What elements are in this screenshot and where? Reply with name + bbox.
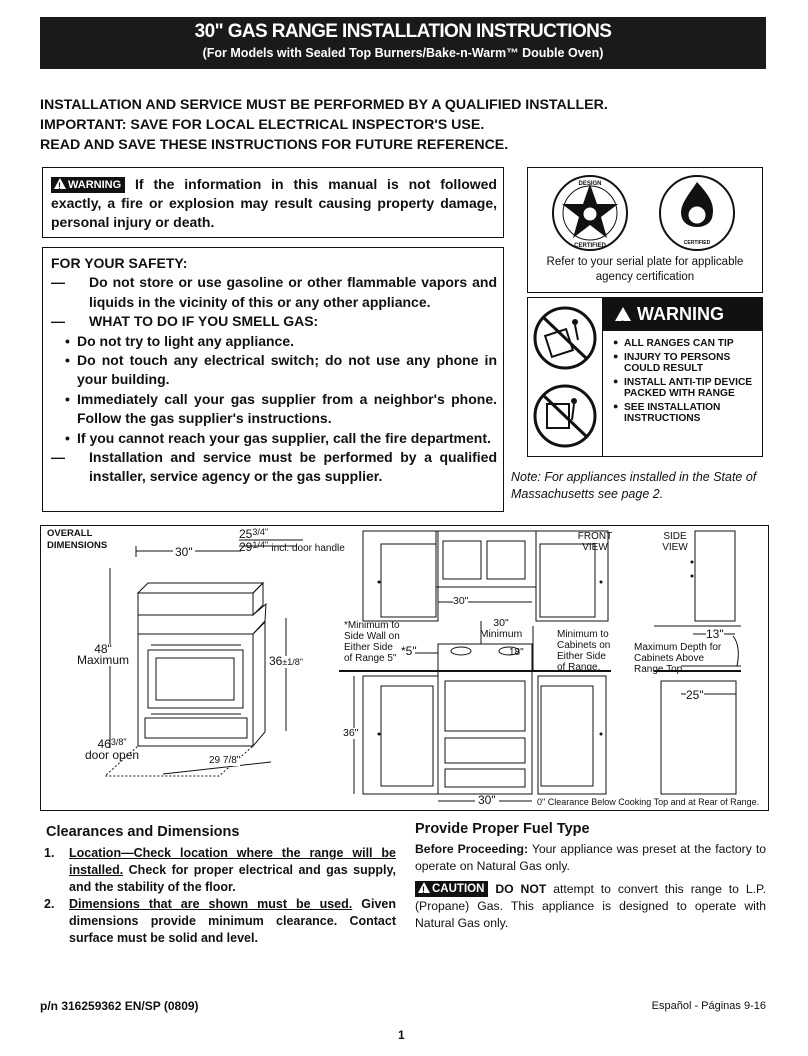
page-number: 1 bbox=[398, 1028, 405, 1042]
fire-warning-text: If the information in this manual is not followed exactly, a fire or explosion may result causing property damage, personal injury or death. bbox=[51, 176, 497, 230]
intro-line-2: IMPORTANT: SAVE FOR LOCAL ELECTRICAL INSPECTOR'S USE. bbox=[40, 117, 485, 133]
front-view-label: FRONT VIEW bbox=[577, 531, 613, 553]
fuel-heading: Provide Proper Fuel Type bbox=[415, 821, 590, 837]
warning-badge: !WARNING bbox=[51, 177, 125, 193]
caution-triangle-icon bbox=[418, 882, 430, 893]
fire-warning-box bbox=[42, 167, 504, 238]
safety-box bbox=[42, 247, 504, 512]
door-open-dimension: $46^{3/8"}$ door open bbox=[85, 737, 140, 762]
part-number: p/n 316259362 EN/SP (0809) bbox=[40, 999, 199, 1013]
cabinet-depth-dimension: 13" bbox=[706, 627, 724, 641]
design-certified-seal-icon bbox=[553, 176, 627, 250]
max-depth-note: Maximum Depth for Cabinets Above Range Top. bbox=[634, 642, 722, 675]
vertical-clearance-dimension: 18" bbox=[509, 647, 524, 658]
cabinet-width-dimension: 30" bbox=[453, 595, 469, 607]
certification-caption: Refer to your serial plate for applicable agency certification bbox=[546, 256, 744, 283]
clearances-heading: Clearances and Dimensions bbox=[46, 824, 240, 840]
document-title: 30" GAS RANGE INSTALLATION INSTRUCTIONS bbox=[194, 21, 612, 42]
certification-box bbox=[527, 167, 763, 293]
anti-tip-warning-box bbox=[527, 297, 763, 457]
safety-item: — WHAT TO DO IF YOU SMELL GAS: bbox=[51, 313, 319, 330]
base-depth-dimension: 29 7/8" bbox=[209, 755, 241, 766]
range-tipping-icon bbox=[535, 308, 595, 368]
safety-item: • Do not touch any electrical switch; do not use any phone in your building. bbox=[65, 352, 497, 388]
counter-height-dimension: 36±1/8" bbox=[269, 654, 304, 668]
svg-text:CERTIFIED: CERTIFIED bbox=[683, 240, 711, 246]
document-subtitle: (For Models with Sealed Top Burners/Bake-n-Warm™ Double Oven) bbox=[202, 46, 604, 60]
svg-text:CERTIFIED: CERTIFIED bbox=[574, 243, 606, 249]
clearances-list bbox=[44, 845, 396, 947]
opening-width-dimension: 30" bbox=[475, 795, 499, 806]
side-clearance-dimension: *5" bbox=[401, 644, 417, 658]
rear-clearance-note: 0" Clearance Below Cooking Top and at Rear of Range. bbox=[537, 797, 760, 807]
intro-notice bbox=[40, 95, 766, 155]
safety-item: • Do not try to light any appliance. bbox=[65, 332, 295, 349]
child-on-door-icon bbox=[535, 386, 595, 446]
title-banner bbox=[40, 17, 766, 69]
warning-triangle-icon bbox=[615, 307, 631, 321]
tip-warning-item: ● INJURY TO PERSONS COULD RESULT bbox=[613, 352, 762, 374]
safety-item: — Installation and service must be performed by a qualified installer, service agency or the gas supplier. bbox=[51, 449, 497, 485]
intro-line-1: INSTALLATION AND SERVICE MUST BE PERFORMED BY A QUALIFIED INSTALLER. bbox=[40, 97, 608, 113]
safety-item: • Immediately call your gas supplier from a neighbor's phone. Follow the gas supplier's instructions. bbox=[65, 390, 497, 427]
clearance-item: 2. Dimensions that are shown must be used. Given dimensions provide minimum clearance. Contact surface must be solid and level. bbox=[44, 897, 396, 945]
tip-warning-item: ● ALL RANGES CAN TIP bbox=[613, 338, 762, 349]
fuel-caution-paragraph: !CAUTION DO NOT attempt to convert this range to L.P. (Propane) Gas. This appliance is designed to operate with Natural Gas only. bbox=[415, 881, 766, 932]
side-wall-note: *Minimum to Side Wall on Either Side of Range 5" bbox=[344, 620, 400, 664]
csa-certified-seal-icon bbox=[660, 176, 734, 250]
width-dimension: 30" bbox=[175, 545, 193, 559]
dimensions-diagram bbox=[40, 525, 769, 811]
svg-text:DESIGN: DESIGN bbox=[578, 181, 602, 187]
intro-line-3: READ AND SAVE THESE INSTRUCTIONS FOR FUTURE REFERENCE. bbox=[40, 137, 509, 153]
massachusetts-note: Note: For appliances installed in the State of Massachusetts see page 2. bbox=[511, 470, 757, 501]
top-clearance-dimension: 30" Minimum bbox=[479, 617, 523, 640]
safety-item: • If you cannot reach your gas supplier, call the fire department. bbox=[65, 429, 491, 446]
tip-warning-header: !WARNING bbox=[603, 298, 762, 331]
tip-pictograms bbox=[528, 298, 603, 456]
tip-warning-item: ● INSTALL ANTI-TIP DEVICE PACKED WITH RANGE bbox=[613, 377, 762, 399]
clearance-item: 1. Location—Check location where the range will be installed. Check for proper electrical and gas supply, and the stability of the floor. bbox=[44, 846, 396, 894]
tip-warning-list bbox=[603, 338, 762, 424]
cabinet-clearance-note: Minimum to Cabinets on Either Side of Range. bbox=[557, 629, 611, 673]
height-dimension: 48" Maximum bbox=[77, 642, 130, 667]
overall-dimensions-label: OVERALL DIMENSIONS bbox=[47, 528, 108, 551]
fuel-section bbox=[415, 841, 766, 932]
tip-warning-item: ● SEE INSTALLATION INSTRUCTIONS bbox=[613, 402, 762, 424]
fuel-before-paragraph: Before Proceeding: Your appliance was preset at the factory to operate on Natural Gas only. bbox=[415, 842, 766, 873]
certification-seals bbox=[528, 168, 764, 254]
cabinet-height-dimension: 36" bbox=[343, 727, 359, 739]
warning-triangle-icon bbox=[54, 178, 66, 189]
depth-handle-dimension: $29^{1/4"}$ incl. door handle bbox=[239, 540, 345, 554]
side-view-label: SIDE VIEW bbox=[662, 531, 688, 553]
spanish-pages: Español - Páginas 9-16 bbox=[651, 1000, 766, 1012]
depth-dimension: $25^{3/4"}$ bbox=[239, 527, 269, 541]
caution-badge: !CAUTION bbox=[415, 881, 488, 897]
safety-heading: FOR YOUR SAFETY: bbox=[51, 255, 188, 271]
safety-item: — Do not store or use gasoline or other flammable vapors and liquids in the vicinity of this or any other appliance. bbox=[51, 274, 497, 310]
counter-depth-dimension: 25" bbox=[686, 688, 704, 702]
